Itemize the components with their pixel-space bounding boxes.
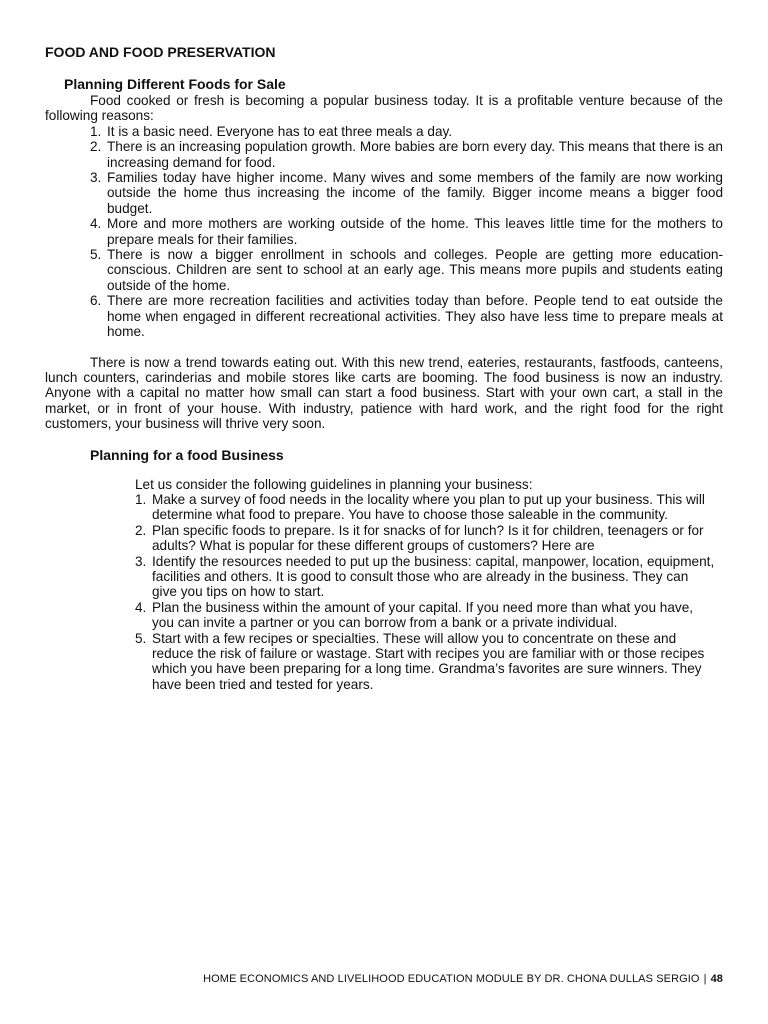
list-item-text: Families today have higher income. Many wives and some members of the family are now working outside the home thus increasing the income of the family. Bigger income means a bigger food budget. bbox=[107, 170, 723, 216]
section-heading-food-business: Planning for a food Business bbox=[90, 446, 284, 463]
reasons-list bbox=[45, 124, 723, 340]
list-number: 1. bbox=[90, 123, 102, 139]
list-item-text: Identify the resources needed to put up the business: capital, manpower, location, equipment, facilities and others. It is good to consult those who are already in the business. They can give you tips on how to start. bbox=[152, 553, 715, 600]
list-item bbox=[90, 139, 723, 170]
footer-module-title: HOME ECONOMICS AND LIVELIHOOD EDUCATION MODULE BY DR. CHONA DULLAS SERGIO bbox=[203, 973, 700, 985]
list-item-text: There is an increasing population growth. More babies are born every day. This means that there is an increasing demand for food. bbox=[107, 139, 723, 170]
list-number: 6. bbox=[90, 293, 102, 309]
section-heading-foods-for-sale: Planning Different Foods for Sale bbox=[64, 76, 286, 92]
list-number: 5. bbox=[135, 630, 147, 646]
list-item-text: It is a basic need. Everyone has to eat three meals a day. bbox=[107, 123, 453, 139]
page-footer bbox=[180, 972, 723, 986]
list-item bbox=[90, 124, 723, 139]
list-number: 2. bbox=[135, 522, 147, 538]
list-item bbox=[135, 600, 715, 631]
list-number: 3. bbox=[135, 553, 147, 569]
list-number: 3. bbox=[90, 170, 102, 186]
guidelines-intro: Let us consider the following guidelines in planning your business: bbox=[135, 476, 533, 492]
footer-separator: | bbox=[703, 973, 707, 985]
list-item-text: Start with a few recipes or specialties. These will allow you to concentrate on these and reduce the risk of failure or wastage. Start with recipes you are familiar with or those recipes which you have been preparing for a long time. Grandma’s favorites are sure winners. They have been tried and tested for years. bbox=[152, 630, 705, 692]
list-item bbox=[90, 247, 723, 293]
list-item-text: There is now a bigger enrollment in schools and colleges. People are getting more education-conscious. Children are sent to school at an early age. This means more pupils and students eating outside of the home. bbox=[107, 247, 723, 293]
list-item bbox=[90, 216, 723, 247]
page-number: 48 bbox=[710, 973, 723, 985]
list-number: 5. bbox=[90, 247, 102, 263]
list-item bbox=[135, 492, 715, 523]
list-item bbox=[135, 631, 715, 693]
document-title: FOOD AND FOOD PRESERVATION bbox=[45, 44, 276, 60]
list-number: 1. bbox=[135, 491, 147, 507]
document-page bbox=[45, 44, 723, 692]
list-item bbox=[135, 554, 715, 600]
list-number: 2. bbox=[90, 139, 102, 155]
list-item-text: There are more recreation facilities and activities today than before. People tend to eat outside the home when engaged in different recreational activities. They also have less time to prepare meals at home. bbox=[107, 293, 723, 340]
section-intro-paragraph: Food cooked or fresh is becoming a popular business today. It is a profitable venture because of the following reasons: bbox=[45, 93, 723, 124]
list-item-text: Make a survey of food needs in the locality where you plan to put up your business. This will determine what food to prepare. You have to choose those saleable in the community. bbox=[152, 491, 705, 523]
guidelines-list bbox=[45, 492, 715, 692]
trend-paragraph: There is now a trend towards eating out. With this new trend, eateries, restaurants, fastfoods, canteens, lunch counters, carinderias and mobile stores like carts are booming. The food business is now an industry. Anyone with a capital no matter how small can start a food business. Start with your own cart, a stall in the market, or in front of your house. With industry, patience with hard work, and the right food for the right customers, your business will thrive very soon. bbox=[45, 354, 723, 432]
list-item bbox=[90, 293, 723, 339]
list-item bbox=[90, 170, 723, 216]
list-number: 4. bbox=[135, 599, 147, 615]
list-number: 4. bbox=[90, 216, 102, 232]
list-item-text: Plan the business within the amount of your capital. If you need more than what you have, you can invite a partner or you can borrow from a bank or a private individual. bbox=[152, 599, 694, 631]
list-item-text: Plan specific foods to prepare. Is it for snacks of for lunch? Is it for children, teenagers or for adults? What is popular for these different groups of customers? Here are bbox=[152, 522, 704, 554]
list-item-text: More and more mothers are working outside of the home. This leaves little time for the mothers to prepare meals for their families. bbox=[107, 216, 723, 247]
list-item bbox=[135, 523, 715, 554]
